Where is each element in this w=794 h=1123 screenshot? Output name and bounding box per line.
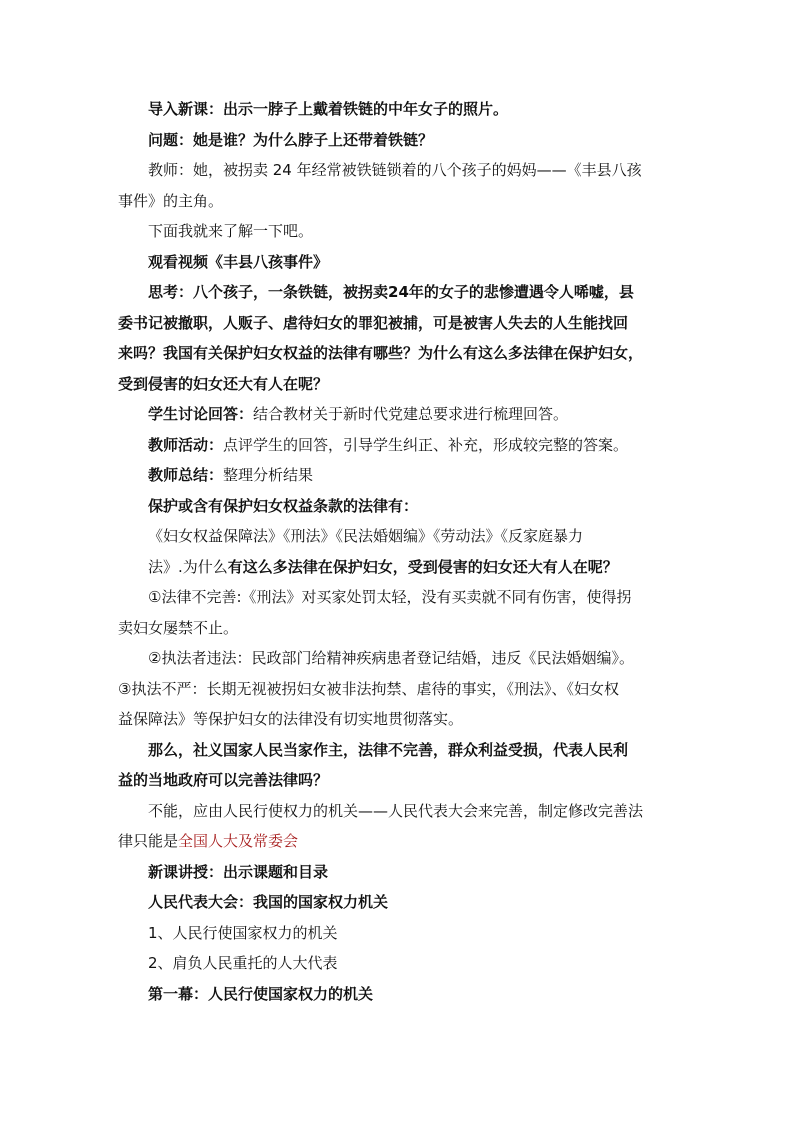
outline-item-1: 1、人民行使国家权力的机关: [148, 923, 338, 942]
section-one-heading: 第一幕：人民行使国家权力的机关: [148, 984, 374, 1003]
think-line-4: 受到侵害的妇女还大有人在呢？: [118, 374, 329, 393]
teacher-summary: [118, 460, 678, 491]
reason-3-line-1: ③执法不严：长期无视被拐妇女被非法拘禁、虐待的事实，《刑法》、《妇女权: [118, 679, 619, 698]
think-line-2: 委书记被撤职，人贩子、虐待妇女的罪犯被捕，可是被害人失去的人生能找回: [118, 313, 629, 332]
teacher-activity: [118, 430, 678, 461]
student-discussion-label: 学生讨论回答：: [148, 405, 254, 423]
laws-list-line-1: 《妇女权益保障法》《刑法》《民法婚姻编》《劳动法》《反家庭暴力: [148, 527, 584, 545]
teacher-activity-label: 教师活动：: [148, 435, 224, 454]
teacher-answer-line-1: 教师：她，被拐卖 24 年经常被铁链锁着的八个孩子的妈妈——《丰县八孩: [148, 161, 642, 179]
laws-list-line-2-question: 有这么多法律在保护妇女，受到侵害的妇女还大有人在呢？: [227, 557, 618, 576]
teacher-summary-text: 整理分析结果: [223, 466, 314, 484]
followup-answer-line-1: 不能，应由人民行使权力的机关——人民代表大会来完善，制定修改完善法: [148, 801, 644, 820]
intro-paragraph: 导入新课：出示一脖子上戴着铁链的中年女子的照片。: [148, 100, 509, 118]
teacher-answer-line-2: 事件》的主角。: [118, 191, 224, 210]
followup-answer-line-2: [118, 826, 678, 857]
reason-3-line-2: 益保障法》等保护妇女的法律没有切实地贯彻落实。: [118, 710, 464, 728]
teacher-activity-text: 点评学生的回答，引导学生纠正、补充，形成较完整的答案。: [223, 435, 629, 454]
teacher-summary-label: 教师总结：: [148, 466, 224, 484]
outline-item-2: 2、肩负人民重托的人大代表: [148, 954, 338, 972]
lesson-title: 人民代表大会：我国的国家权力机关: [148, 893, 389, 911]
student-discussion-text: 结合教材关于新时代党建总要求进行梳理回答。: [253, 405, 569, 423]
question-paragraph: 问题：她是谁？为什么脖子上还带着铁链？: [148, 130, 434, 149]
student-discussion: [118, 399, 678, 430]
document-body: [118, 94, 678, 1009]
reason-1-line-2: 卖妇女屡禁不止。: [118, 618, 239, 637]
laws-list-line-2: [118, 552, 678, 583]
laws-heading: 保护或含有保护妇女权益条款的法律有：: [148, 496, 419, 515]
laws-list-line-2-start: 法》.为什么: [148, 557, 228, 576]
new-lesson-heading: 新课讲授：出示课题和目录: [148, 862, 329, 881]
reason-1-line-1: ①法律不完善:《刑法》对买家处罚太轻，没有买卖就不同有伤害，使得拐: [148, 588, 632, 606]
followup-answer-start: 律只能是: [118, 832, 179, 850]
think-line-3: 来吗？我国有关保护妇女权益的法律有哪些？为什么有这么多法律在保护妇女，: [118, 344, 644, 362]
followup-question-line-1: 那么，社义国家人民当家作主，法律不完善，群众利益受损，代表人民利: [148, 740, 629, 759]
highlighted-answer: 全国人大及常委会: [178, 832, 299, 850]
reason-2: ②执法者违法：民政部门给精神疾病患者登记结婚，违反《民法婚姻编》。: [148, 649, 634, 667]
transition-paragraph: 下面我就来了解一下吧。: [148, 222, 314, 240]
think-line-1: 思考：八个孩子，一条铁链，被拐卖24年的女子的悲惨遭遇令人唏嘘，县: [148, 283, 634, 301]
video-heading: 观看视频《丰县八孩事件》: [148, 252, 329, 271]
followup-question-line-2: 益的当地政府可以完善法律吗？: [118, 771, 329, 789]
